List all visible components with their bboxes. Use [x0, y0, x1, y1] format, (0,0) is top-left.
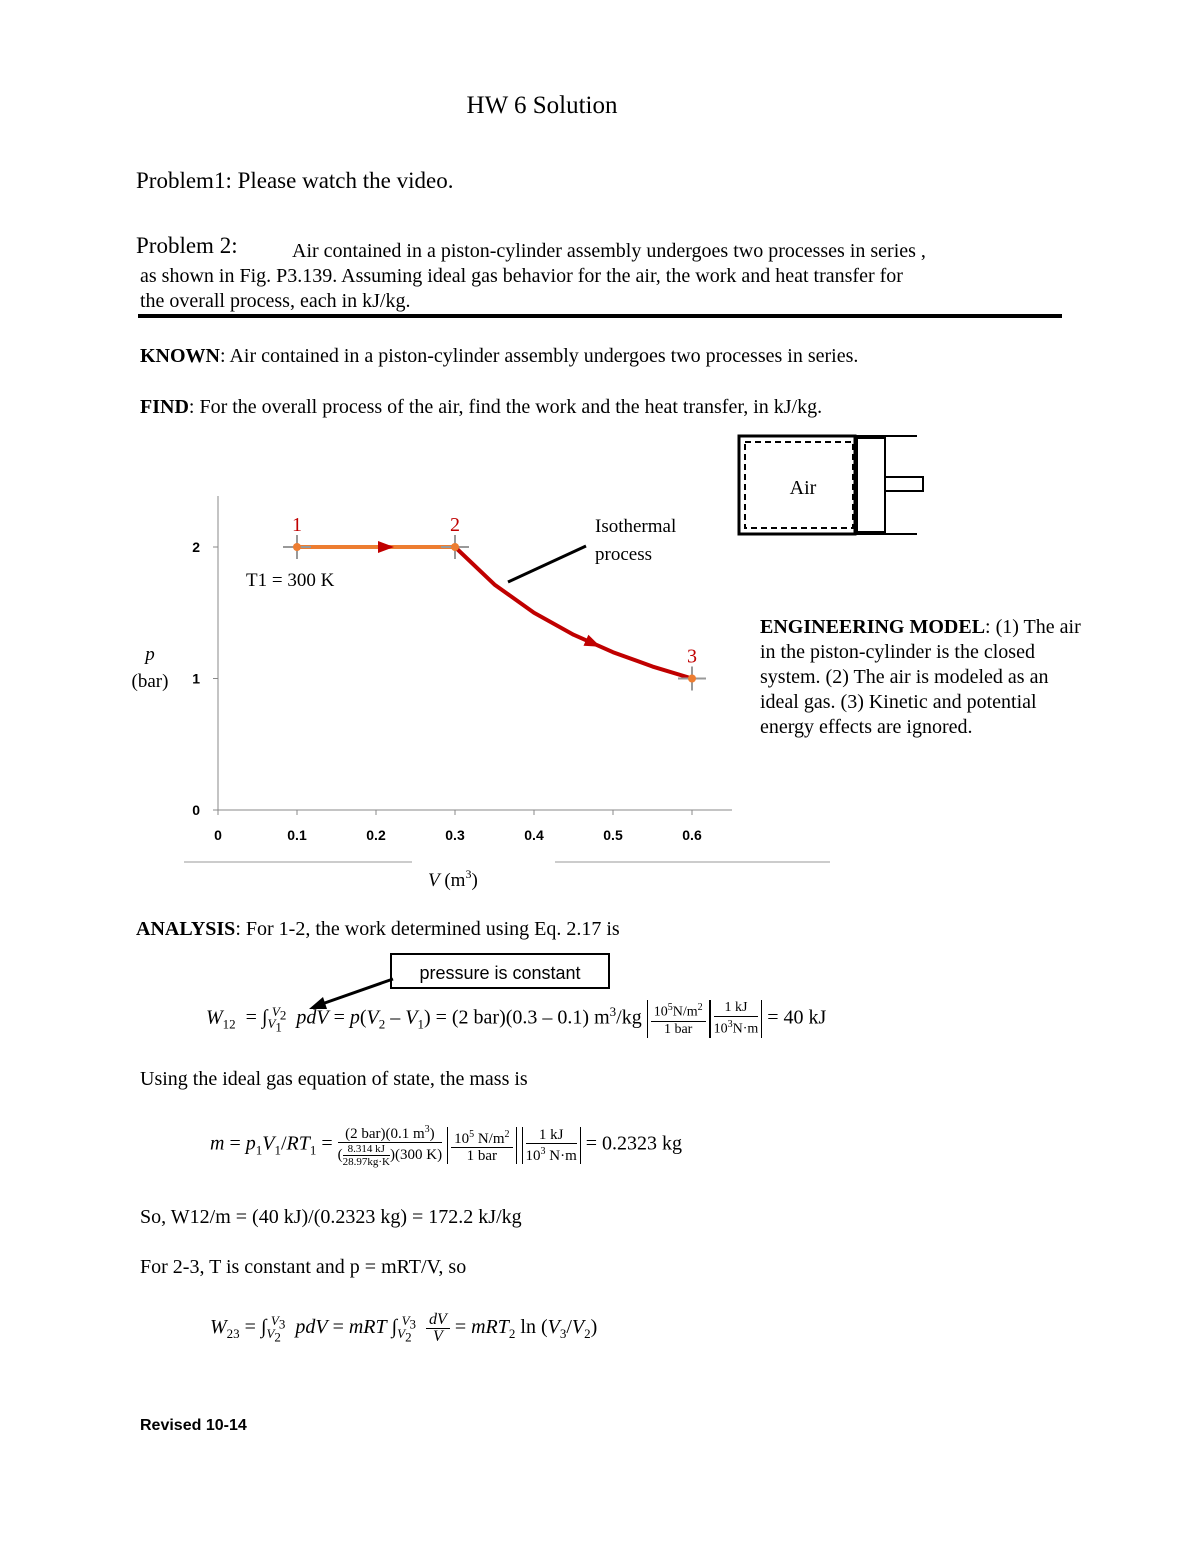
piston: [857, 438, 885, 532]
x-axis-label: V $(m^3)$: [428, 867, 478, 891]
state-point-label: 1: [292, 514, 302, 536]
isothermal-pointer: [508, 546, 586, 582]
state-point-label: 3: [687, 645, 697, 668]
model-label: ENGINEERING MODEL: [760, 616, 986, 638]
model-line-3: system. (2) The air is modeled as an: [760, 666, 1049, 688]
page-title: HW 6 Solution: [466, 92, 618, 119]
model-line-5: energy effects are ignored.: [760, 716, 973, 738]
isothermal-intro: For 2-3, T is constant and p = mRT/V, so: [140, 1256, 467, 1278]
mass-equation: $m = p_1V_1/RT_1$ = (2 bar)(0.1 $m^3$) ( $\frac{8.314 kJ}{28.97kg\cdot K}$ )(300 K) $\frac{10^5 N/m^2}{\text{1 bar}}$ $\frac{1 kJ}{10^3 N\cdot m}$ = 0.2323 kg: [210, 1124, 683, 1168]
find-label: FIND: [140, 396, 189, 418]
direction-arrow: [584, 635, 603, 652]
y-axis-label-symbol: p: [145, 644, 155, 665]
x-tick-label: 0: [214, 827, 222, 843]
work-12-equation: $W_{12} = \int_{V_1}^{V_2}$ pdV = $p(V_2 - V_1) = (2$ bar)(0.3 – 0.1) $m^3/kg$ $\frac{10^5N/m^2}{\text{1 bar}}$ $\frac{1 kJ}{10^3N\cdot m}$ = 40 kJ: [206, 1000, 827, 1037]
t1-annotation: T1 = 300 K: [246, 570, 335, 591]
x-tick-label: 0.3: [445, 827, 465, 843]
isothermal-label-line-2: process: [595, 544, 652, 565]
direction-arrow: [378, 541, 394, 553]
model-line-1: ENGINEERING MODEL: (1) The air: [760, 616, 1081, 638]
divider-rule: [138, 314, 1062, 318]
footer-revision: Revised 10-14: [140, 1417, 247, 1434]
state-point-marker: [688, 675, 696, 683]
x-tick-label: 0.5: [603, 827, 623, 843]
y-tick-label: 1: [192, 670, 200, 687]
state-point-marker: [451, 543, 459, 551]
find-text: : For the overall process of the air, find the work and the heat transfer, in kJ/kg.: [188, 396, 823, 418]
problem-1: Problem1: Please watch the video.: [136, 168, 454, 193]
model-line-2: in the piston-cylinder is the closed: [760, 641, 1035, 663]
y-tick-label: 2: [192, 539, 200, 555]
known-label: KNOWN: [140, 345, 220, 367]
state-point-label: 2: [450, 514, 460, 536]
analysis-statement: [136, 918, 620, 941]
known-text: : Air contained in a piston-cylinder assembly undergoes two processes in series.: [220, 345, 859, 367]
problem-2-line-2: as shown in Fig. P3.139. Assuming ideal gas behavior for the air, the work and heat transfer for: [140, 265, 903, 287]
analysis-text: : For 1-2, the work determined using Eq. 2.17 is: [235, 918, 620, 940]
piston-rod: [885, 477, 923, 491]
find-statement: [140, 396, 822, 419]
work-23-equation: $W_{23} = \int_{V_2}^{V_3}$ pdV = mRT $\int_{V_2}^{V_3}$ $\frac{dV}{V}$ = mRT$_2$ $\ln (V_3/V_2)$: [210, 1311, 598, 1345]
known-statement: [140, 345, 858, 368]
x-tick-label: 0.2: [366, 827, 386, 843]
analysis-label: ANALYSIS: [136, 918, 236, 940]
state-point-marker: [293, 543, 301, 551]
work-per-mass: So, W12/m = (40 kJ)/(0.2323 kg) = 172.2 kJ/kg: [140, 1206, 522, 1228]
pressure-constant-callout: pressure is constant: [390, 953, 610, 989]
x-tick-label: 0.6: [682, 827, 702, 843]
x-tick-label: 0.4: [524, 827, 544, 843]
x-tick-label: 0.1: [287, 827, 307, 843]
problem-2-line-3: the overall process, each in kJ/kg.: [140, 290, 411, 312]
series-line-2: [455, 547, 692, 679]
problem-2-label: Problem 2:: [136, 233, 238, 258]
y-axis-label-unit: (bar): [131, 671, 169, 692]
model-line-4: ideal gas. (3) Kinetic and potential: [760, 691, 1037, 713]
problem-2-line-1: Air contained in a piston-cylinder assembly undergoes two processes in series ,: [292, 240, 926, 262]
isothermal-label-line-1: Isothermal: [595, 516, 677, 537]
pv-diagram-chart: [120, 480, 840, 900]
air-label: Air: [789, 477, 817, 499]
mass-intro: Using the ideal gas equation of state, the mass is: [140, 1068, 528, 1090]
y-tick-label: 0: [192, 802, 200, 818]
